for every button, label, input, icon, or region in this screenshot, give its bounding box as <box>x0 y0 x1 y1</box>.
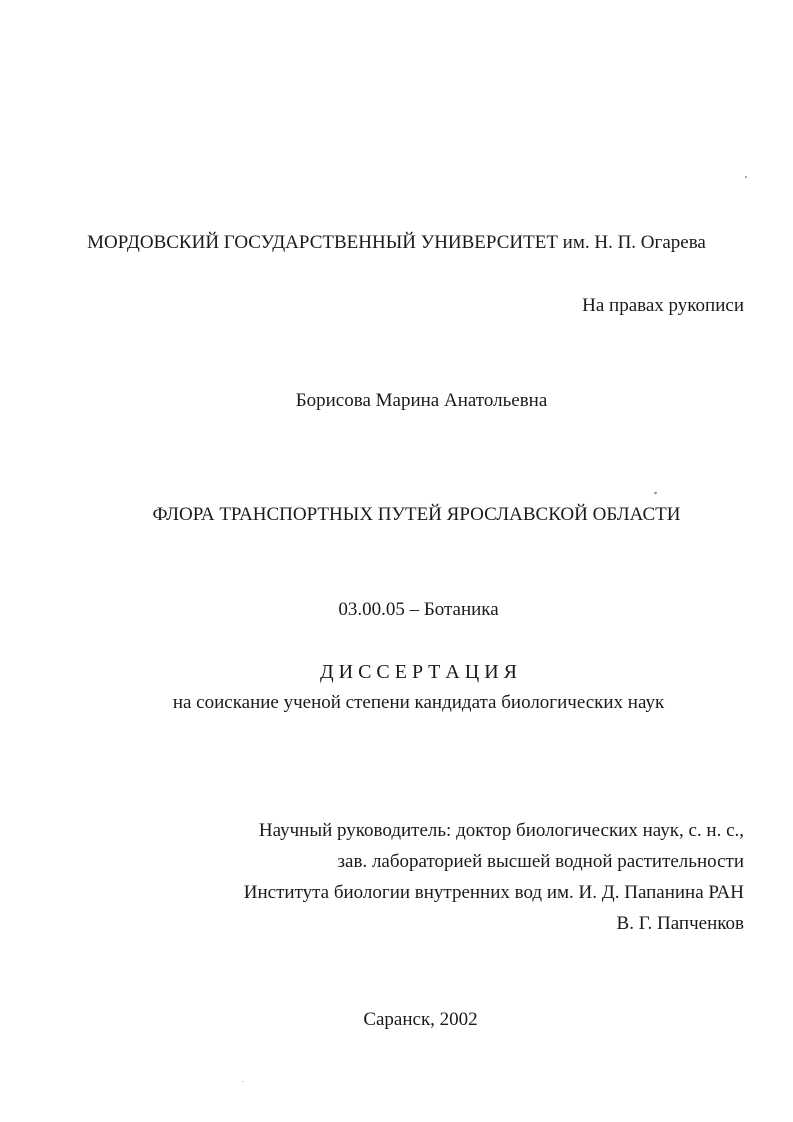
manuscript-rights-note: На правах рукописи <box>582 295 744 316</box>
dissertation-title: ФЛОРА ТРАНСПОРТНЫХ ПУТЕЙ ЯРОСЛАВСКОЙ ОБЛАСТИ <box>152 504 681 525</box>
author-name: Борисова Марина Анатольевна <box>295 390 548 411</box>
scan-speck <box>242 1081 244 1082</box>
scan-speck <box>654 491 658 494</box>
work-type-heading: Д И С С Е Р Т А Ц И Я <box>320 661 517 683</box>
supervisor-name: В. Г. Папченков <box>616 913 744 934</box>
specialty-code: 03.00.05 – Ботаника <box>338 599 499 620</box>
supervisor-line-1: Научный руководитель: доктор биологических наук, с. н. с., <box>258 820 744 841</box>
scan-speck <box>745 176 747 178</box>
degree-line: на соискание ученой степени кандидата биологических наук <box>172 692 665 713</box>
city-year: Саранск, 2002 <box>363 1009 478 1030</box>
supervisor-line-2: зав. лабораторией высшей водной растительности <box>337 851 744 872</box>
supervisor-line-3: Института биологии внутренних вод им. И. Д. Папанина РАН <box>243 882 744 903</box>
university-heading: МОРДОВСКИЙ ГОСУДАРСТВЕННЫЙ УНИВЕРСИТЕТ им. Н. П. Огарева <box>87 232 706 253</box>
